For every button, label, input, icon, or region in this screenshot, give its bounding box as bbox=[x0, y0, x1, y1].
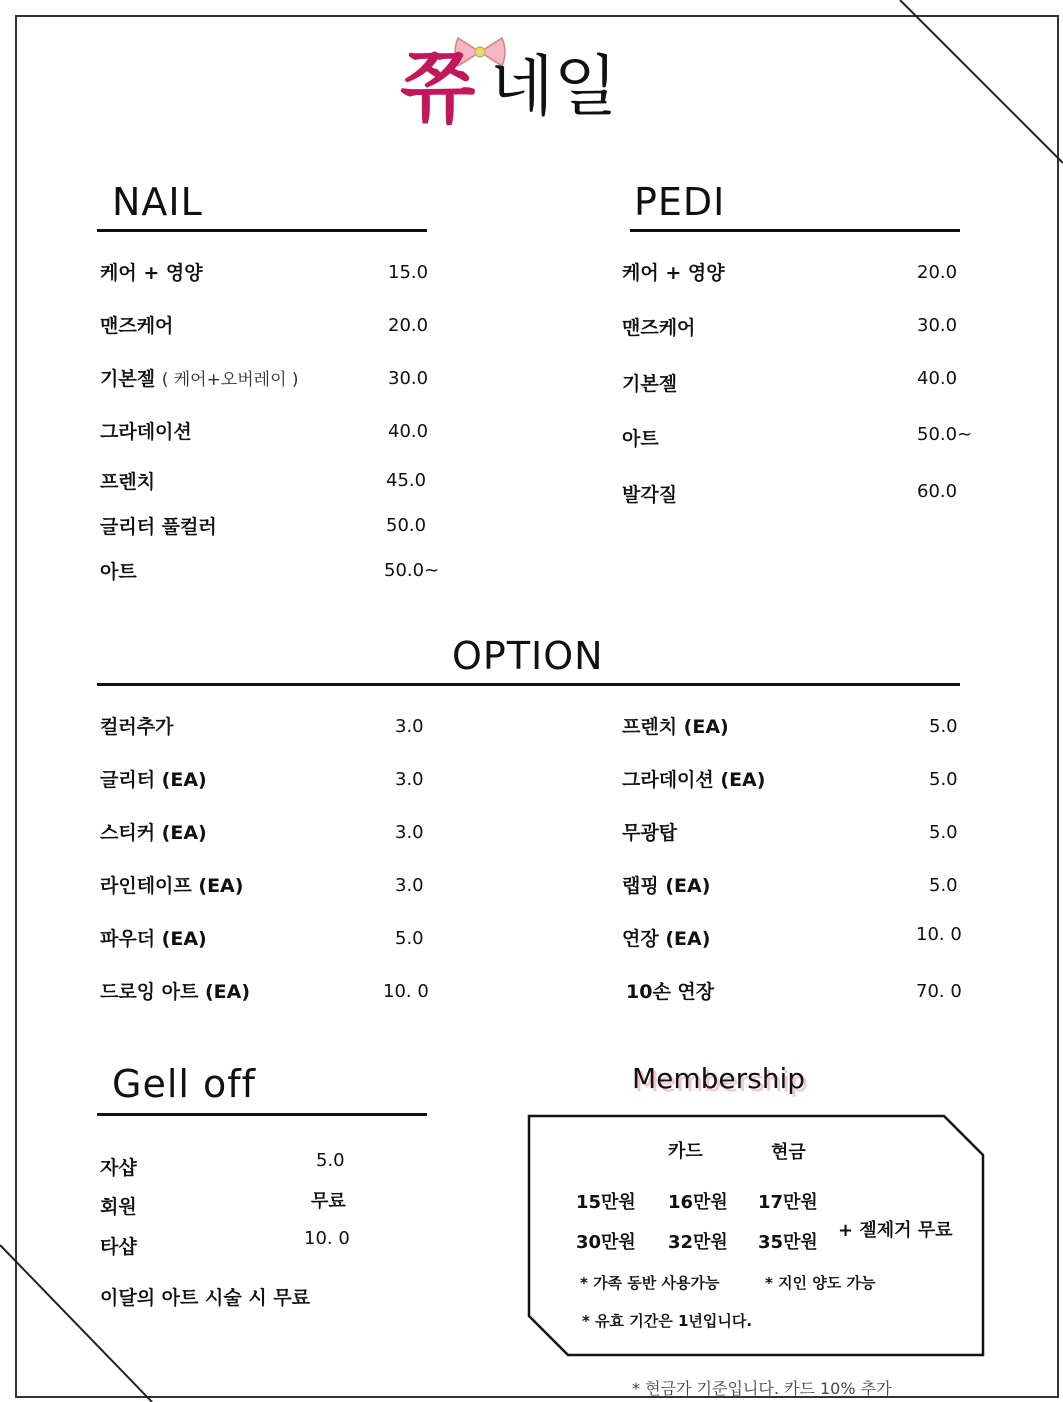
option-item-name: 그라데이션 (EA) bbox=[622, 769, 766, 791]
nail-item-price: 30.0 bbox=[388, 368, 429, 389]
gell-off-title: Gell off bbox=[112, 1062, 257, 1106]
pedi-item-price: 40.0 bbox=[917, 368, 958, 389]
pedi-item-price: 60.0 bbox=[917, 481, 958, 502]
option-item-price: 5.0 bbox=[929, 716, 958, 737]
gell-off-item-name: 회원 bbox=[100, 1196, 137, 1218]
nail-item-price: 50.0 bbox=[386, 515, 427, 536]
nail-item-name: 프렌치 bbox=[100, 471, 156, 493]
nail-item-name: 기본젤 ( 케어+오버레이 ) bbox=[100, 368, 299, 390]
option-item-price: 70. 0 bbox=[916, 981, 962, 1002]
option-item-price: 5.0 bbox=[395, 928, 424, 949]
nail-item-price: 50.0~ bbox=[384, 560, 440, 581]
nail-item-price: 20.0 bbox=[388, 315, 429, 336]
option-item-name: 스티커 (EA) bbox=[100, 822, 207, 844]
pedi-item-name: 기본젤 bbox=[622, 373, 678, 395]
option-item-price: 10. 0 bbox=[916, 924, 962, 945]
option-item-name: 라인테이프 (EA) bbox=[100, 875, 244, 897]
membership-note: * 가족 동반 사용가능 bbox=[580, 1274, 720, 1292]
option-item-price: 5.0 bbox=[929, 822, 958, 843]
option-item-name: 컬러추가 bbox=[100, 716, 174, 738]
pedi-item-name: 발각질 bbox=[622, 484, 678, 506]
nail-item-name: 케어 + 영양 bbox=[100, 262, 203, 284]
option-item-price: 10. 0 bbox=[383, 981, 429, 1002]
option-item-price: 5.0 bbox=[929, 769, 958, 790]
membership-col-card: 카드 bbox=[668, 1141, 703, 1162]
pedi-title: PEDI bbox=[634, 180, 726, 224]
option-item-name: 드로잉 아트 (EA) bbox=[100, 981, 251, 1003]
membership-note: * 유효 기간은 1년입니다. bbox=[582, 1312, 753, 1330]
nail-item-name: 아트 bbox=[100, 561, 137, 583]
membership-base: 30만원 bbox=[576, 1232, 636, 1253]
nail-item-note: ( 케어+오버레이 ) bbox=[161, 370, 299, 390]
membership-cash: 17만원 bbox=[758, 1192, 818, 1213]
membership-cash: 35만원 bbox=[758, 1232, 818, 1253]
option-item-name: 연장 (EA) bbox=[622, 928, 711, 950]
logo-text-2: 네일 bbox=[490, 48, 618, 125]
option-title: OPTION bbox=[452, 634, 604, 678]
gell-off-note: 이달의 아트 시술 시 무료 bbox=[100, 1287, 310, 1309]
gell-off-item-price: 무료 bbox=[311, 1191, 346, 1212]
option-item-name: 랩핑 (EA) bbox=[622, 875, 711, 897]
pedi-item-name: 맨즈케어 bbox=[622, 317, 696, 339]
nail-item-name: 그라데이션 bbox=[100, 421, 192, 443]
option-item-name: 파우더 (EA) bbox=[100, 928, 207, 950]
membership-base: 15만원 bbox=[576, 1192, 636, 1213]
pedi-item-name: 아트 bbox=[622, 428, 659, 450]
membership-card: 16만원 bbox=[668, 1192, 728, 1213]
option-item-name: 10손 연장 bbox=[626, 981, 715, 1003]
nail-item-price: 45.0 bbox=[386, 470, 427, 491]
logo-text-1: 쮸 bbox=[400, 44, 476, 134]
gell-off-item-price: 10. 0 bbox=[304, 1228, 350, 1249]
option-item-name: 프렌치 (EA) bbox=[622, 716, 729, 738]
gell-off-item-name: 자샵 bbox=[100, 1157, 137, 1179]
pedi-item-name: 케어 + 영양 bbox=[622, 262, 725, 284]
pedi-item-price: 20.0 bbox=[917, 262, 958, 283]
nail-item-name: 맨즈케어 bbox=[100, 315, 174, 337]
option-item-name: 무광탑 bbox=[622, 822, 678, 844]
nail-item-name: 글리터 풀컬러 bbox=[100, 516, 217, 538]
membership-note: * 지인 양도 가능 bbox=[765, 1274, 876, 1292]
option-item-price: 5.0 bbox=[929, 875, 958, 896]
option-item-price: 3.0 bbox=[395, 822, 424, 843]
membership-card: 32만원 bbox=[668, 1232, 728, 1253]
option-item-price: 3.0 bbox=[395, 875, 424, 896]
nail-title: NAIL bbox=[112, 180, 203, 224]
nail-item-price: 15.0 bbox=[388, 262, 429, 283]
membership-col-cash: 현금 bbox=[771, 1142, 806, 1163]
pedi-item-price: 30.0 bbox=[917, 315, 958, 336]
gell-off-item-price: 5.0 bbox=[316, 1150, 345, 1171]
footer-note: * 현금가 기준입니다. 카드 10% 추가 bbox=[632, 1379, 892, 1398]
option-item-name: 글리터 (EA) bbox=[100, 769, 207, 791]
pedi-item-price: 50.0~ bbox=[917, 424, 973, 445]
option-item-price: 3.0 bbox=[395, 716, 424, 737]
membership-title: Membership bbox=[632, 1062, 806, 1095]
option-item-price: 3.0 bbox=[395, 769, 424, 790]
gell-off-item-name: 타샵 bbox=[100, 1236, 137, 1258]
membership-extra: + 젤제거 무료 bbox=[838, 1220, 953, 1241]
nail-item-price: 40.0 bbox=[388, 421, 429, 442]
